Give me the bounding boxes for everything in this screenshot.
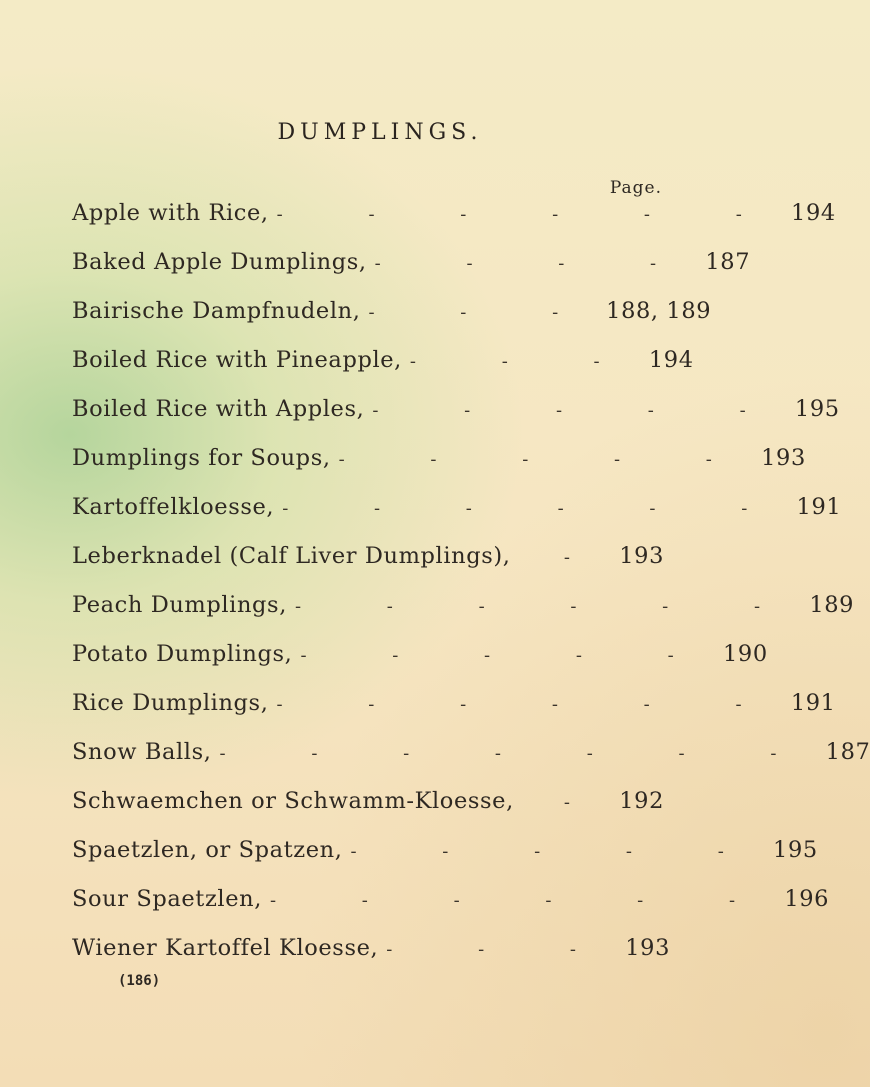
entry-page-number: 195 <box>773 837 818 863</box>
entry-title: Rice Dumplings, <box>72 690 269 716</box>
leader-dashes: - - - - - <box>372 400 786 421</box>
entry-title: Peach Dumplings, <box>72 592 287 618</box>
entry-page-number: 191 <box>796 494 842 520</box>
index-entry <box>72 592 855 641</box>
entry-page-number: 193 <box>625 935 670 961</box>
entry-title: Kartoffelkloesse, <box>72 494 275 520</box>
entry-page-number: 191 <box>790 690 836 716</box>
page-heading: DUMPLINGS. <box>277 120 483 145</box>
leader-dashes: - - - - <box>374 253 697 274</box>
entry-title: Sour Spaetzlen, <box>72 886 262 912</box>
leader-dashes: - <box>563 547 610 568</box>
leader-dashes: - - - <box>386 939 616 960</box>
entry-title: Boiled Rice with Pineapple, <box>72 347 402 373</box>
entry-title: Spaetzlen, or Spatzen, <box>72 837 343 863</box>
entry-title: Wiener Kartoffel Kloesse, <box>72 935 379 961</box>
entry-page-number: 193 <box>619 543 664 569</box>
leader-dashes: - - - - - <box>300 645 714 666</box>
leader-dashes: - - - - - - <box>276 694 782 715</box>
entry-title: Baked Apple Dumplings, <box>72 249 367 275</box>
leader-dashes: - - - - - <box>350 841 764 862</box>
entry-page-number: 195 <box>794 396 840 422</box>
entry-title: Schwaemchen or Schwamm-Kloesse, <box>72 788 514 814</box>
leader-dashes: - - - - - - <box>276 204 782 225</box>
leader-dashes: - - - <box>409 351 640 372</box>
entry-title: Apple with Rice, <box>72 200 269 226</box>
index-entry <box>72 200 836 249</box>
entry-title: Dumplings for Soups, <box>72 445 331 471</box>
leader-dashes: - - - - - - <box>269 890 776 911</box>
entry-page-number: 190 <box>722 641 768 667</box>
index-entry <box>72 347 694 396</box>
entry-page-number: 196 <box>784 886 830 912</box>
entry-page-number: 188, 189 <box>606 298 712 324</box>
entry-page-number: 189 <box>809 592 855 618</box>
index-entry <box>72 396 840 445</box>
index-entry <box>72 935 670 984</box>
entry-page-number: 193 <box>761 445 806 471</box>
entry-page-number: 187 <box>705 249 751 275</box>
index-entry <box>72 249 751 298</box>
index-entry <box>72 837 818 886</box>
leader-dashes: - <box>563 792 610 813</box>
index-list <box>72 200 870 984</box>
leader-dashes: - - - - - - - <box>219 743 817 764</box>
leader-dashes: - - - - - - <box>294 596 801 617</box>
index-entry <box>72 445 806 494</box>
index-entry <box>72 788 664 837</box>
page-folio: (186) <box>118 973 161 989</box>
index-entry <box>72 886 830 935</box>
index-entry <box>72 739 870 788</box>
index-entry <box>72 690 836 739</box>
leader-dashes: - - - - - - <box>282 498 788 519</box>
index-entry <box>72 543 664 592</box>
leader-dashes: - - - <box>368 302 599 323</box>
entry-title: Leberknadel (Calf Liver Dumplings), <box>72 543 511 569</box>
entry-page-number: 194 <box>791 200 836 226</box>
entry-page-number: 187 <box>825 739 870 765</box>
entry-title: Boiled Rice with Apples, <box>72 396 365 422</box>
index-entry <box>72 494 842 543</box>
index-entry <box>72 641 768 690</box>
entry-title: Bairische Dampfnudeln, <box>72 298 361 324</box>
entry-title: Potato Dumplings, <box>72 641 293 667</box>
index-entry <box>72 298 712 347</box>
leader-dashes: - - - - - <box>338 449 752 470</box>
entry-page-number: 194 <box>648 347 694 373</box>
page-column-label: Page. <box>609 178 662 198</box>
entry-title: Snow Balls, <box>72 739 212 765</box>
entry-page-number: 192 <box>619 788 664 814</box>
